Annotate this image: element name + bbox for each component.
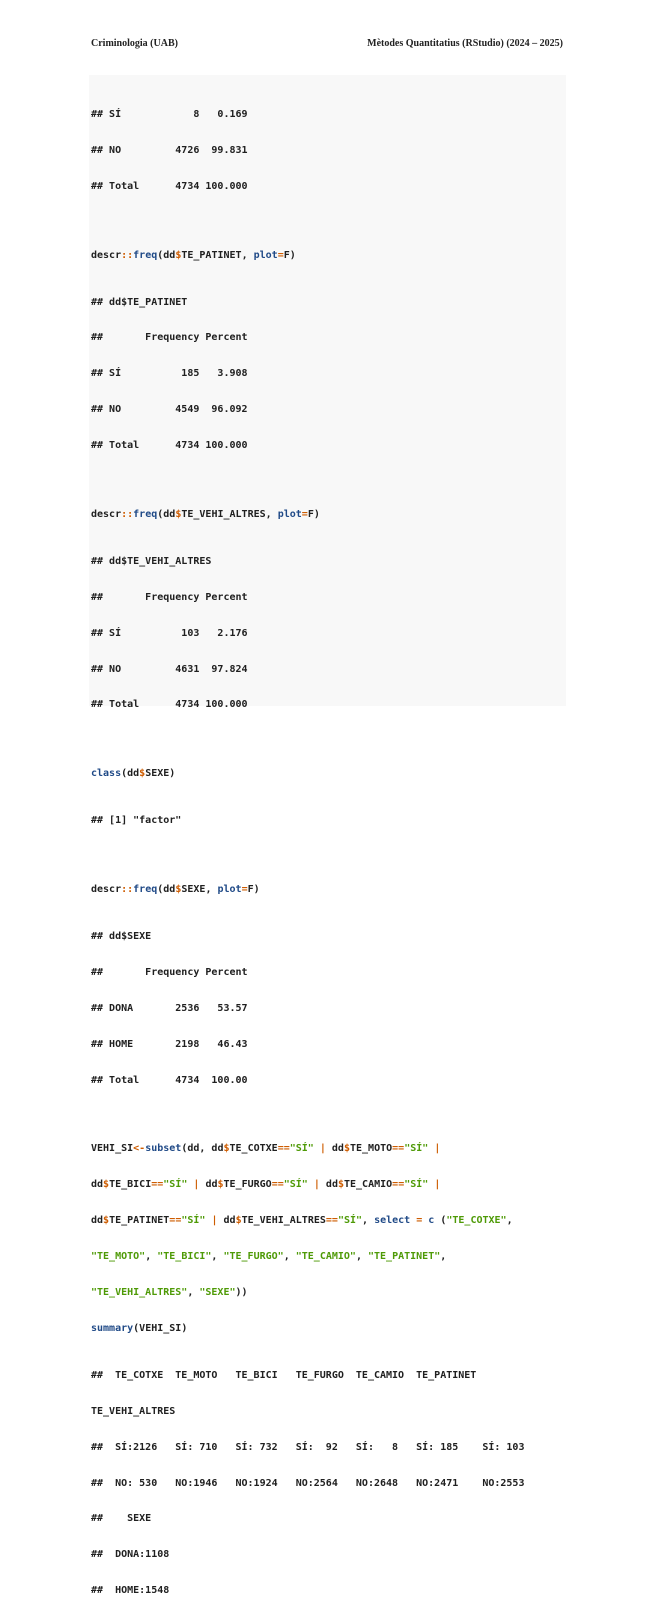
code-token: "SÍ"	[163, 1179, 188, 1191]
output-line: ## SÍ 103 2.176	[91, 627, 248, 639]
code-token: TE_BICI	[109, 1179, 152, 1191]
output-line: ## dd$TE_VEHI_ALTRES	[91, 555, 212, 567]
output-line: ## SEXE	[91, 1513, 152, 1525]
code-token: |	[319, 1143, 326, 1155]
code-line: descr::freq(dd$TE_VEHI_ALTRES, plot=F)	[91, 509, 320, 521]
code-token: dd	[91, 1179, 104, 1191]
code-token: "SÍ"	[181, 1215, 206, 1227]
code-token: "TE_MOTO"	[91, 1251, 146, 1263]
code-token: ,	[283, 1251, 296, 1263]
code-token: $	[223, 1143, 230, 1155]
code-token: TE_VEHI_ALTRES	[241, 1215, 326, 1227]
header-right: Mètodes Quantitatius (RStudio) (2024 – 2025)	[367, 38, 563, 49]
output-line: ## Frequency Percent	[91, 332, 248, 344]
code-token: |	[313, 1179, 320, 1191]
output-line: ## HOME:1548	[91, 1585, 170, 1597]
code-token: $	[235, 1215, 242, 1227]
code-token: subset	[145, 1143, 182, 1155]
code-token: ,	[362, 1215, 375, 1227]
output-line: ## SÍ 185 3.908	[91, 368, 248, 380]
output-line: ## DONA 2536 53.57	[91, 1002, 248, 1014]
code-token: ==	[392, 1143, 405, 1155]
code-token: "TE_FURGO"	[223, 1251, 284, 1263]
code-line	[91, 1250, 524, 1264]
code-line: descr::freq(dd$SEXE, plot=F)	[91, 884, 260, 896]
code-token: dd	[325, 1143, 344, 1155]
output-line: ## SÍ:2126 SÍ: 710 SÍ: 732 SÍ: 92 SÍ: 8 SÍ: 185 SÍ: 103	[91, 1441, 525, 1453]
output-line: ## SÍ 8 0.169	[91, 109, 248, 120]
code-token: TE_PATINET	[109, 1215, 170, 1227]
code-token: VEHI_SI	[91, 1143, 134, 1155]
code-token: TE_FURGO	[223, 1179, 272, 1191]
code-token: dd	[217, 1215, 236, 1227]
code-token: "SÍ"	[289, 1143, 314, 1155]
code-token: dd	[91, 1215, 104, 1227]
code-line: descr::freq(dd$TE_PATINET, plot=F)	[91, 249, 296, 261]
code-token: "TE_BICI"	[157, 1251, 212, 1263]
code-token: |	[434, 1143, 441, 1155]
code-token: $	[217, 1179, 224, 1191]
code-token: (	[434, 1215, 447, 1227]
code-token: ==	[151, 1179, 164, 1191]
code-token: select	[374, 1215, 411, 1227]
code-token: $	[337, 1179, 344, 1191]
header-left: Criminologia (UAB)	[91, 38, 178, 49]
code-token: ,	[187, 1287, 200, 1299]
code-token: ==	[392, 1179, 405, 1191]
output-line: TE_VEHI_ALTRES	[91, 1405, 176, 1417]
output-line: ## NO 4549 96.092	[91, 404, 248, 416]
code-token: c	[428, 1215, 435, 1227]
code-token: (VEHI_SI)	[133, 1322, 188, 1334]
output-line: ## NO: 530 NO:1946 NO:1924 NO:2564 NO:2648 NO:2471 NO:2553	[91, 1477, 525, 1489]
code-token: dd	[319, 1179, 338, 1191]
code-token: ==	[277, 1143, 290, 1155]
code-token: ==	[271, 1179, 284, 1191]
code-token: dd	[199, 1179, 218, 1191]
output-line: ## dd$SEXE	[91, 931, 152, 943]
code-line	[91, 1322, 524, 1336]
code-output-box	[89, 75, 566, 1597]
output-line: ## Total 4734 100.000	[91, 699, 248, 711]
code-token: "TE_CAMIO"	[295, 1251, 356, 1263]
output-line: ## Total 4734 100.000	[91, 440, 248, 452]
code-token: $	[103, 1179, 110, 1191]
output-line: ## Frequency Percent	[91, 966, 248, 978]
code-token: "SÍ"	[404, 1179, 429, 1191]
code-token: $	[343, 1143, 350, 1155]
code-token: "SÍ"	[404, 1143, 429, 1155]
output-line: ## HOME 2198 46.43	[91, 1038, 248, 1050]
code-token: "SÍ"	[337, 1215, 363, 1227]
code-token: ==	[325, 1215, 338, 1227]
output-line: ## TE_COTXE TE_MOTO TE_BICI TE_FURGO TE_CAMIO TE_PATINET	[91, 1369, 477, 1381]
code-token: ,	[355, 1251, 368, 1263]
code-token: TE_MOTO	[349, 1143, 393, 1155]
code-token: |	[434, 1179, 441, 1191]
output-line: ## DONA:1108	[91, 1549, 170, 1561]
code-token: summary	[91, 1322, 134, 1334]
code-line	[91, 1286, 524, 1300]
code-token: ,	[211, 1251, 224, 1263]
code-token: "SÍ"	[283, 1179, 308, 1191]
code-line	[91, 1214, 524, 1228]
code-token: ==	[169, 1215, 182, 1227]
code-token: ,	[506, 1215, 513, 1227]
code-line	[91, 1178, 524, 1192]
code-line	[91, 1142, 524, 1156]
output-line: ## Total 4734 100.00	[91, 1074, 248, 1086]
code-token: TE_COTXE	[229, 1143, 278, 1155]
code-token: ,	[440, 1251, 447, 1263]
output-line: ## NO 4631 97.824	[91, 663, 248, 675]
code-token: <-	[133, 1143, 146, 1155]
code-token: $	[103, 1215, 110, 1227]
output-line: ## [1] "factor"	[91, 815, 182, 827]
output-line: ## dd$TE_PATINET	[91, 296, 188, 308]
code-token: |	[211, 1215, 218, 1227]
code-token: "TE_COTXE"	[446, 1215, 507, 1227]
code-token: TE_CAMIO	[344, 1179, 393, 1191]
output-line: ## Total 4734 100.000	[91, 180, 248, 192]
code-token: "SEXE"	[199, 1287, 236, 1299]
code-token: |	[193, 1179, 200, 1191]
code-token: =	[416, 1215, 423, 1227]
code-token: "TE_VEHI_ALTRES"	[91, 1287, 188, 1299]
code-line: class(dd$SEXE)	[91, 768, 176, 780]
code-token: ))	[235, 1287, 248, 1299]
code-token: ,	[145, 1251, 158, 1263]
code-token: (dd, dd	[181, 1143, 224, 1155]
output-line: ## Frequency Percent	[91, 591, 248, 603]
output-line: ## NO 4726 99.831	[91, 144, 248, 156]
code-token: "TE_PATINET"	[368, 1251, 441, 1263]
